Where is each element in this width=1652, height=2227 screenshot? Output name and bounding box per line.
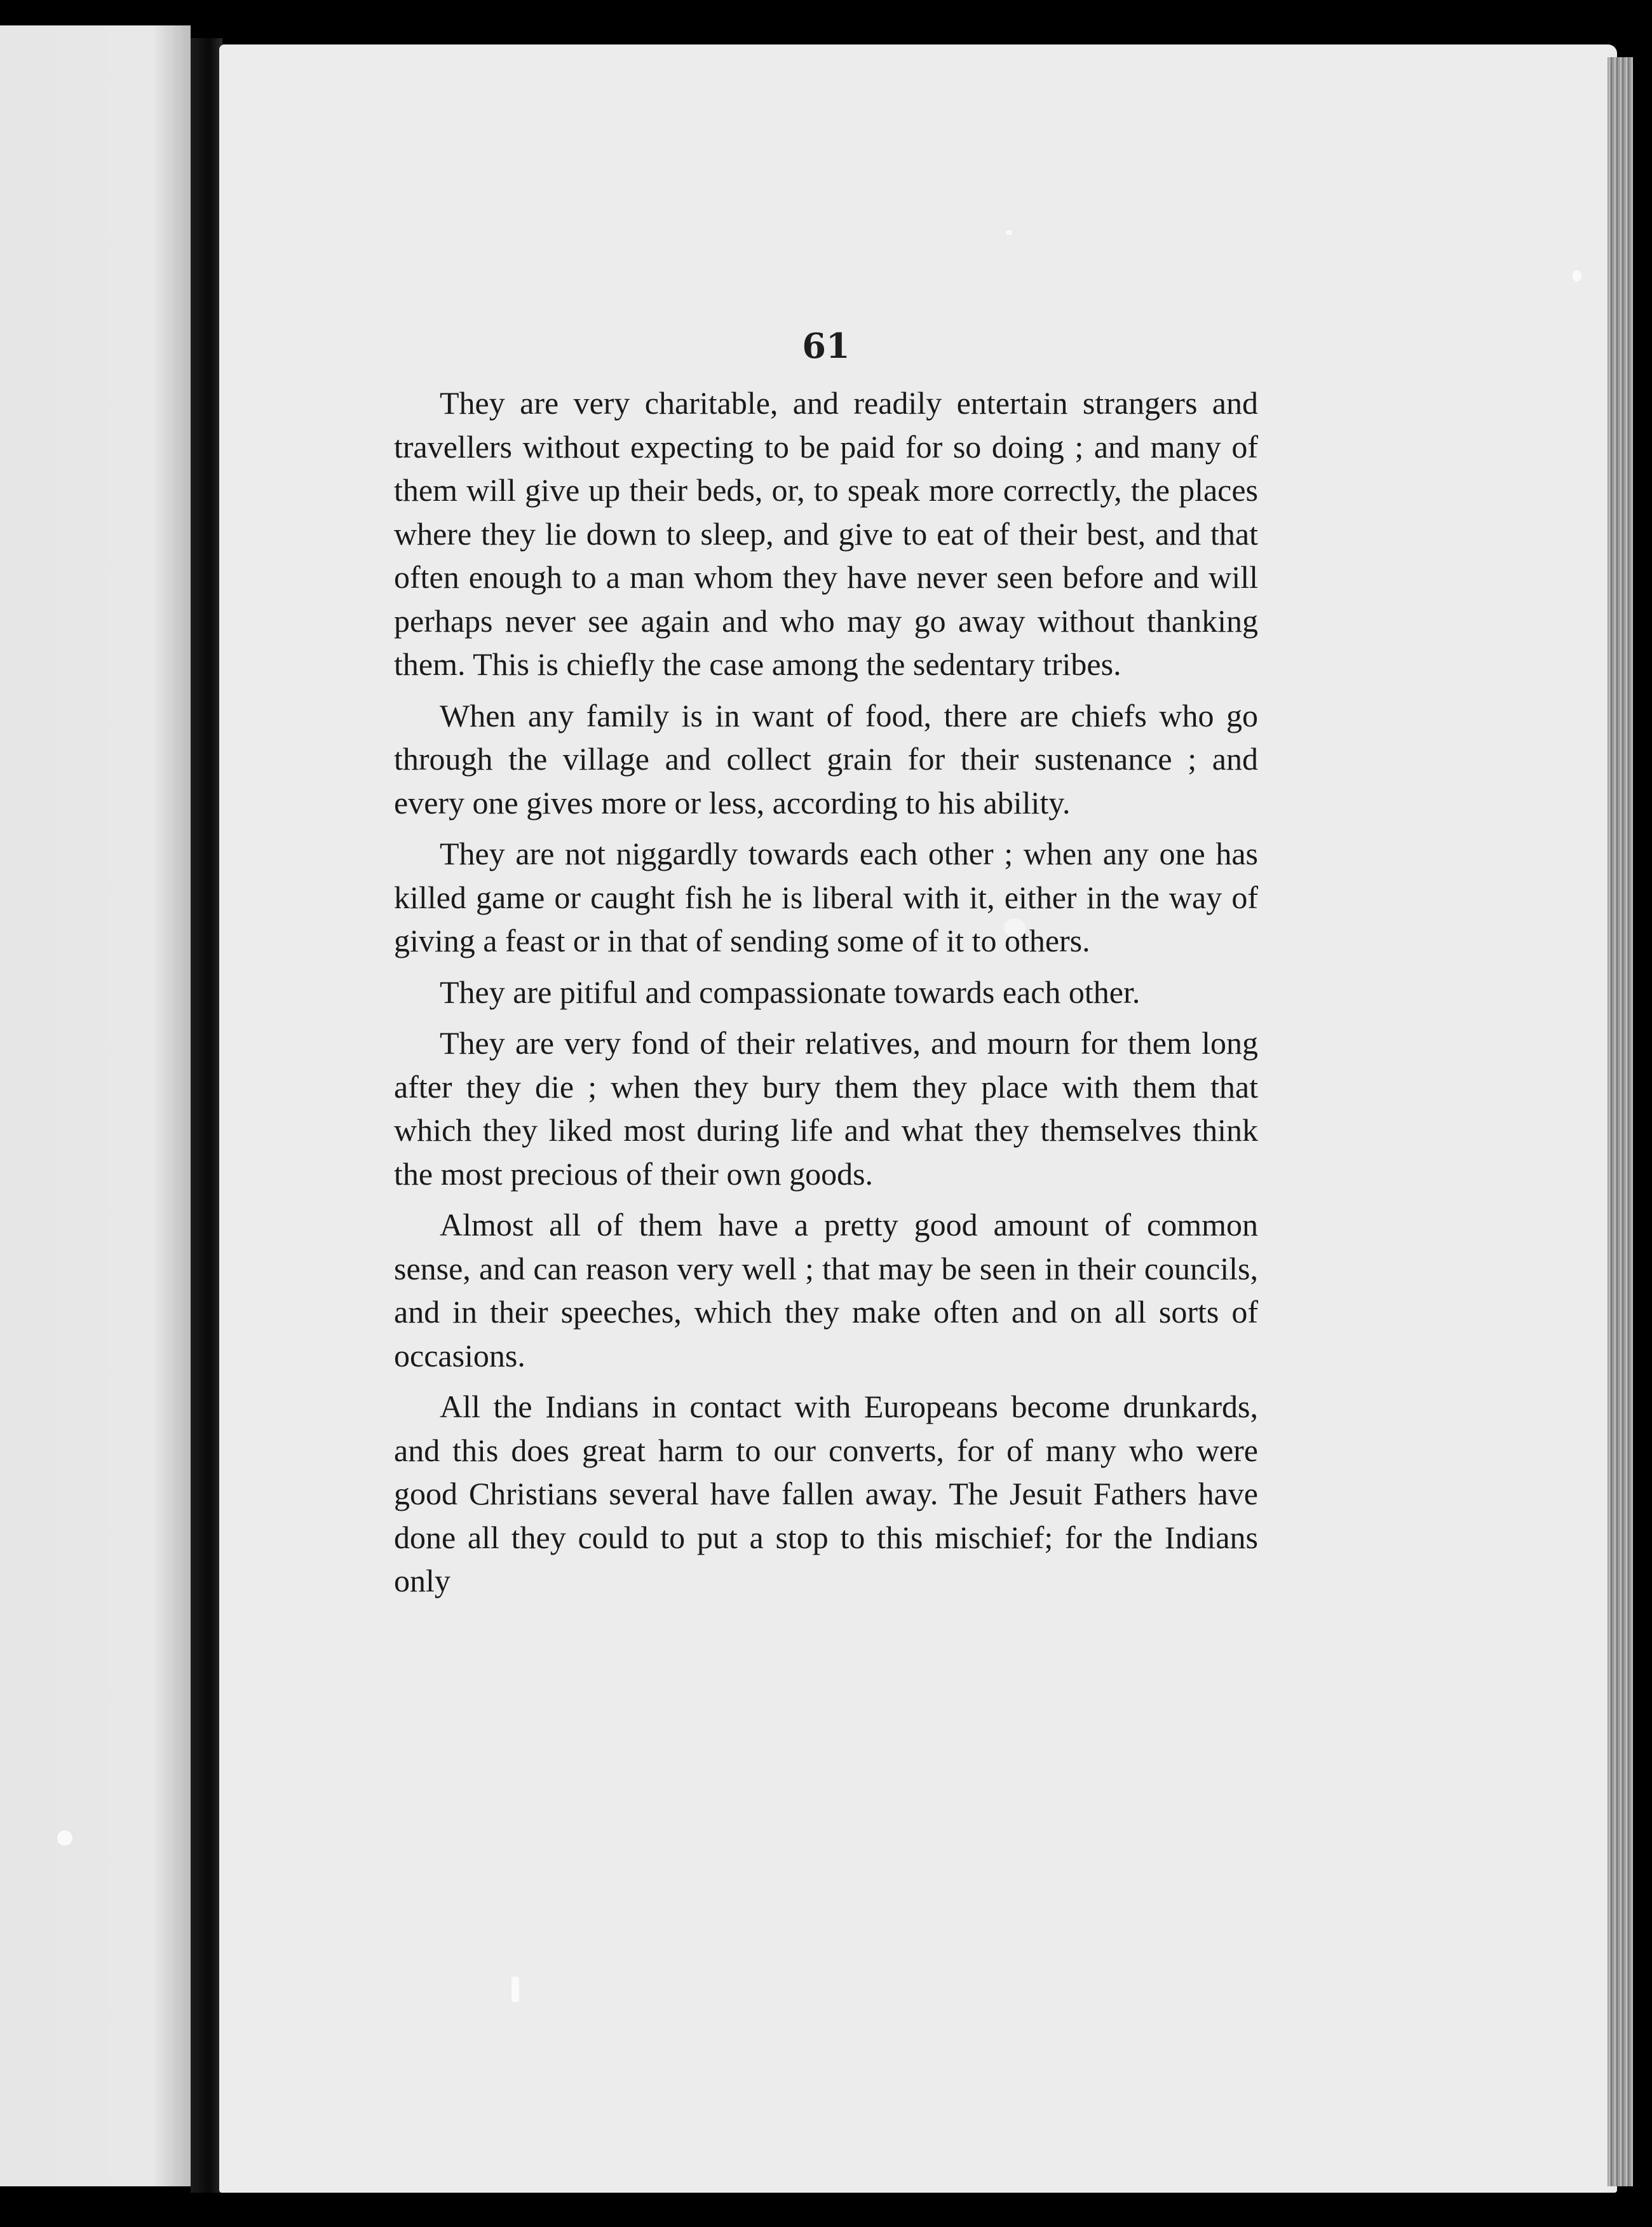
page-number: 61 bbox=[802, 325, 850, 366]
scan-speck bbox=[1573, 270, 1581, 282]
scan-speck bbox=[511, 1977, 519, 2002]
paragraph-generosity: They are not niggardly towards each other ; when any one has killed game or caught fish he is liberal with it, either in the way of giving a feast or in that of sending some of it to others. bbox=[394, 836, 1258, 958]
paragraph-common-sense: Almost all of them have a pretty good amount of common sense, and can reason very well ; that may be seen in their councils, and in their speeches, which they make often and on all sorts of occasions. bbox=[394, 1207, 1258, 1373]
left-page-edge bbox=[0, 25, 191, 2186]
paragraph-charity: They are very charitable, and readily entertain strangers and travellers without expecting to be paid for so doing ; and many of them will give up their beds, or, to speak more correctly, the places where they lie down to sleep, and give to eat of their best, and that often enough to a man whom they have never seen before and will perhaps never see again and who may go away without thanking them. This is chiefly the case among the sedentary tribes. bbox=[394, 385, 1258, 682]
paragraph-food: When any family is in want of food, there are chiefs who go through the village and collect grain for their sustenance ; and every one gives more or less, according to his ability. bbox=[394, 697, 1258, 821]
book-gutter bbox=[191, 38, 222, 2193]
scan-speck bbox=[57, 1830, 72, 1846]
paragraph-drunkenness: All the Indians in contact with Europeans become drunkards, and this does great harm to our converts, for of many who were good Christians several have fallen away. The Jesuit Fathers have done all they could to put a stop to this mischief; for the Indians only bbox=[394, 1389, 1258, 1598]
page-stack-edge bbox=[1608, 57, 1633, 2186]
body-text bbox=[394, 381, 1258, 1611]
paragraph-relatives: They are very fond of their relatives, and mourn for them long after they die ; when they bury them they place with them that which they liked most during life and what they themselves think the most precious of their own goods. bbox=[394, 1025, 1258, 1192]
scan-speck bbox=[1006, 230, 1012, 235]
paragraph-compassion: They are pitiful and compassionate towards each other. bbox=[440, 974, 1141, 1010]
